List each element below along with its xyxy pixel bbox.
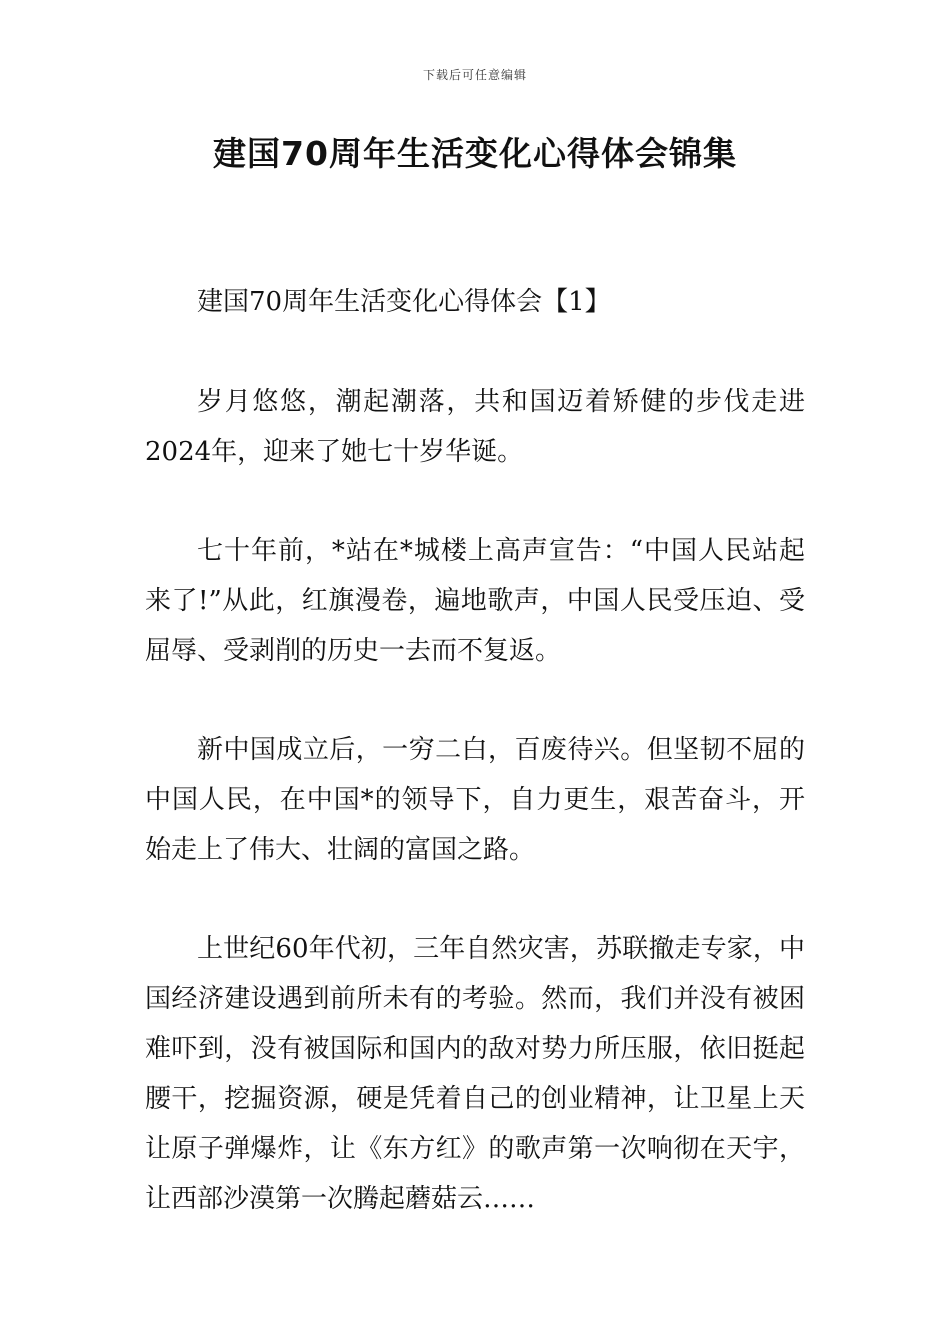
- paragraph-2: 七十年前，*站在*城楼上高声宣告：“中国人民站起来了!”从此，红旗漫卷，遍地歌声，中国人民受压迫、受屈辱、受剥削的历史一去而不复返。: [145, 536, 805, 666]
- section-heading: 建国70周年生活变化心得体会【1】: [197, 287, 611, 317]
- paragraph-1: 岁月悠悠，潮起潮落，共和国迈着矫健的步伐走进2024年，迎来了她七十岁华诞。: [145, 387, 805, 467]
- paragraph-4: 上世纪60年代初，三年自然灾害，苏联撤走专家，中国经济建设遇到前所未有的考验。然而，我们并没有被困难吓到，没有被国际和国内的敌对势力所压服，依旧挺起腰干，挖掘资源，硬是凭着自己的创业精神，让卫星上天让原子弹爆炸，让《东方红》的歌声第一次响彻在天宇，让西部沙漠第一次腾起蘑菇云……: [145, 934, 805, 1214]
- header-note: 下载后可任意编辑: [422, 68, 527, 82]
- paragraph-3: 新中国成立后，一穷二白，百废待兴。但坚韧不屈的中国人民，在中国*的领导下，自力更生，艰苦奋斗，开始走上了伟大、壮阔的富国之路。: [145, 735, 805, 865]
- document-title: 建国70周年生活变化心得体会锦集: [213, 134, 737, 173]
